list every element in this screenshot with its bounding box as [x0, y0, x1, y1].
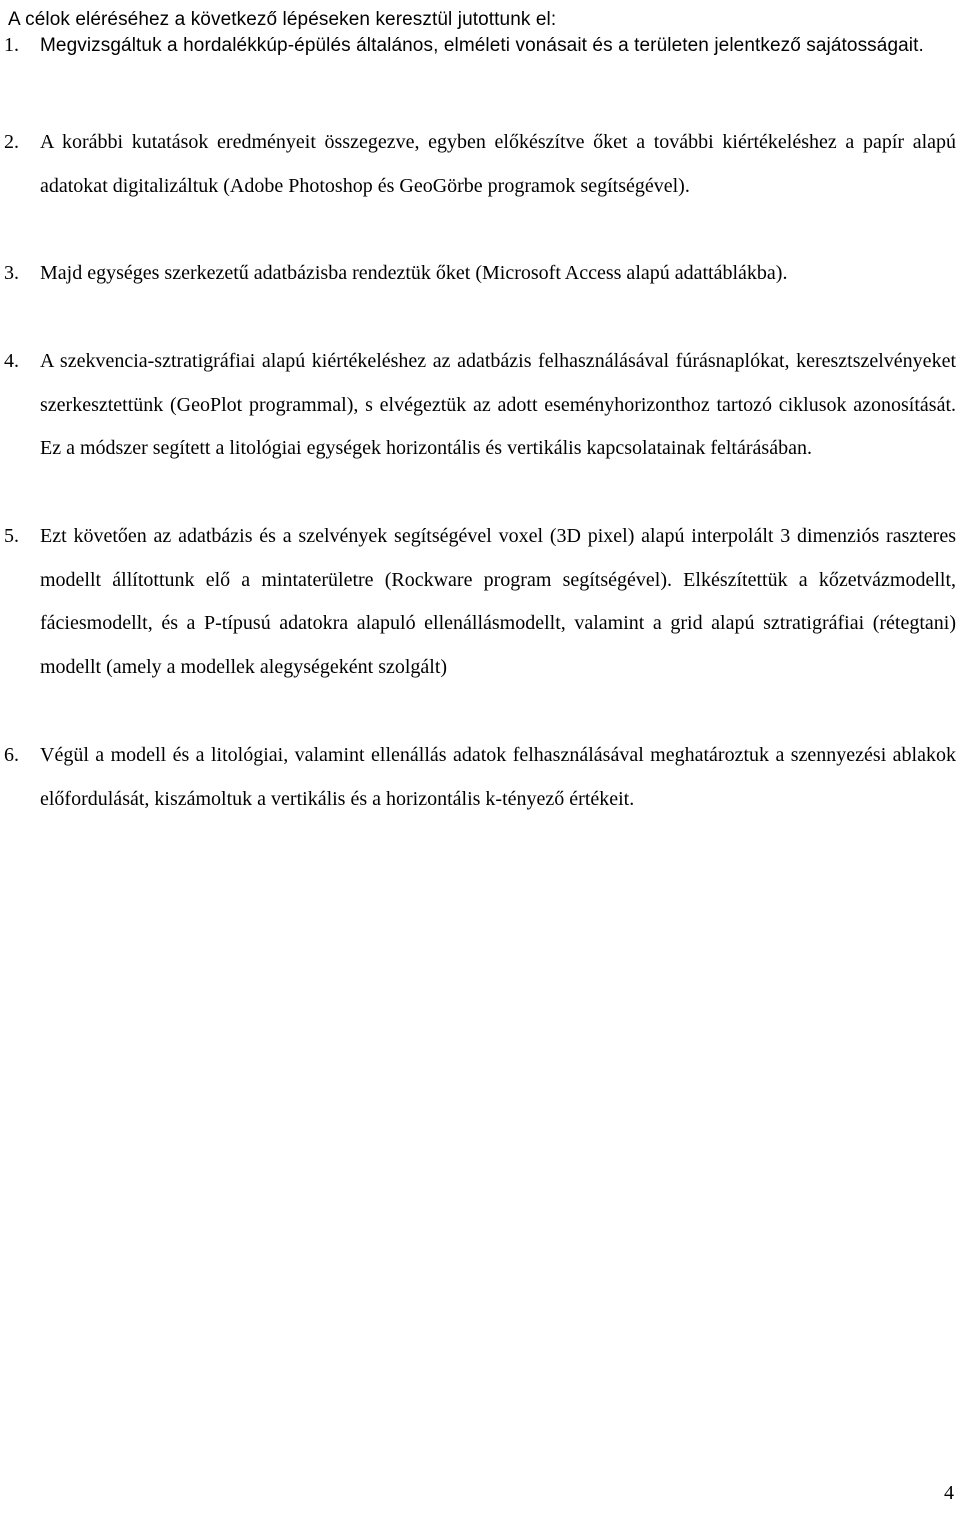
step-number: 2. [4, 131, 19, 153]
step-number: 6. [4, 744, 19, 766]
step-text: Végül a modell és a litológiai, valamint ellenállás adatok felhasználásával meghatároztuk a szennyezési ablakok előfordulását, kiszámoltuk a vertikális és a horizontális k-tényező értékeit. [40, 744, 956, 810]
step-number: 4. [4, 350, 19, 372]
intro-sentence: A célok eléréséhez a következő lépéseken keresztül jutottunk el: [8, 9, 557, 30]
step-text: Ezt követően az adatbázis és a szelvények segítségével voxel (3D pixel) alapú interpolált 3 dimenziós raszteres modellt állítottunk elő a mintaterületre (Rockware program segítségével). Elkészítettük a kőzetvázmodellt, fáciesmodellt, és a P-típusú adatokra alapuló ellenállásmodellt, valamint a grid alapú sztratigráfiai (rétegtani) modellt (amely a modellek alegységeként szolgált) [40, 525, 956, 679]
step-text: Megvizsgáltuk a hordalékkúp-épülés általános, elméleti vonásait és a területen jelentkező sajátosságait. [40, 35, 924, 56]
page-number: 4 [944, 1482, 954, 1504]
step-text: A szekvencia-sztratigráfiai alapú kiértékeléshez az adatbázis felhasználásával fúrásnaplókat, keresztszelvényeket szerkesztettünk (GeoPlot programmal), s elvégeztük az adott eseményhorizonthoz tartozó ciklusok azonosítását. Ez a módszer segített a litológiai egységek horizontális és vertikális kapcsolatainak feltárásában. [40, 350, 956, 460]
step-text: Majd egységes szerkezetű adatbázisba rendeztük őket (Microsoft Access alapú adattáblákba). [40, 262, 788, 284]
step-number: 5. [4, 525, 19, 547]
step-text: A korábbi kutatások eredményeit összegezve, egyben előkészítve őket a további kiértékeléshez a papír alapú adatokat digitalizáltuk (Adobe Photoshop és GeoGörbe programok segítségével). [40, 131, 956, 197]
step-number: 1. [4, 34, 19, 56]
step-number: 3. [4, 262, 19, 284]
